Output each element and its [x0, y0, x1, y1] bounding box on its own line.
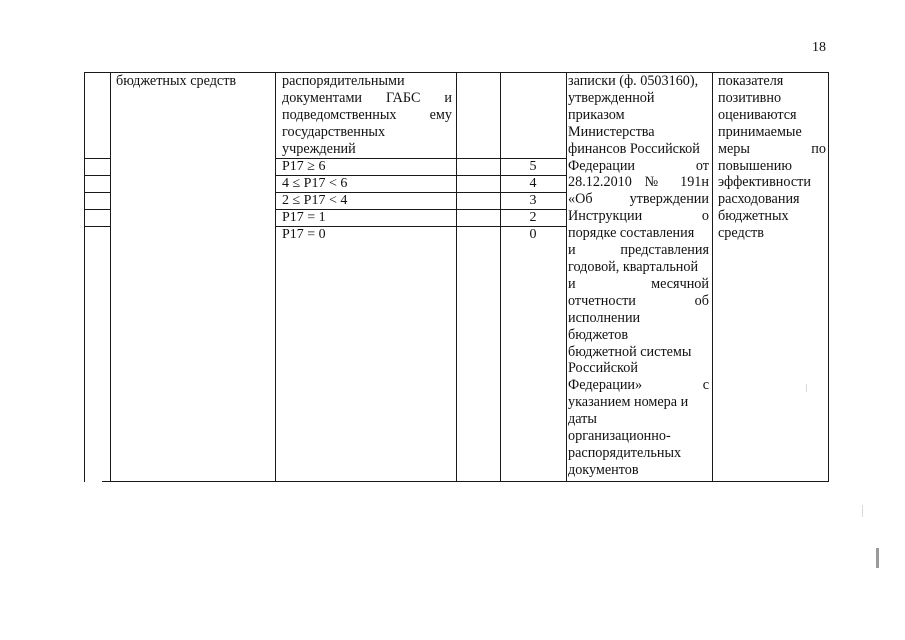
cell-line: Российской	[568, 360, 638, 377]
row-divider	[84, 192, 110, 193]
cell-line: годовой, квартальной	[568, 258, 699, 275]
row-divider	[84, 175, 110, 176]
cell-line: и представления	[568, 242, 709, 259]
column-divider	[456, 72, 457, 482]
cell-line: бюджетных	[718, 208, 789, 225]
cell-line: средств	[718, 225, 764, 242]
table-border-bottom	[102, 481, 829, 482]
scan-mark	[862, 505, 863, 517]
criterion-score: 0	[529, 227, 537, 242]
criterion-condition: 4 ≤ Р17 < 6	[282, 176, 348, 191]
cell-line: расходования	[718, 191, 800, 208]
criterion-condition: Р17 = 0	[282, 227, 326, 242]
cell-line: Инструкции о	[568, 208, 709, 225]
cell-line: записки (ф. 0503160),	[568, 73, 699, 89]
column-divider	[275, 72, 276, 482]
row-divider	[84, 226, 110, 227]
cell-line: государственных	[282, 123, 386, 140]
cell-line: бюджетных средств	[116, 73, 237, 89]
column-divider	[110, 72, 111, 482]
cell-line: приказом	[568, 106, 625, 123]
scan-mark	[876, 548, 879, 568]
criterion-score: 2	[529, 210, 537, 225]
cell-line: бюджетной системы	[568, 343, 692, 360]
cell-line: оцениваются	[718, 106, 797, 123]
row-divider	[84, 158, 110, 159]
cell-line: документами ГАБС и	[282, 89, 452, 106]
criterion-score: 4	[529, 176, 537, 191]
indicator-table	[84, 72, 829, 482]
cell-line: бюджетов	[568, 326, 629, 343]
column-divider	[500, 72, 501, 482]
cell-line: порядке составления	[568, 225, 695, 242]
cell-line: указанием номера и	[568, 394, 689, 411]
cell-line: документов	[568, 461, 639, 478]
source-document-cell	[568, 73, 709, 479]
cell-line: «Об утверждении	[568, 191, 709, 208]
scan-mark	[806, 384, 807, 392]
cell-line: 28.12.2010 № 191н	[568, 174, 709, 191]
criterion-condition: Р17 = 1	[282, 210, 326, 225]
cell-line: распорядительными	[282, 73, 405, 89]
criterion-condition: 2 ≤ Р17 < 4	[282, 193, 348, 208]
criterion-score: 3	[529, 193, 537, 208]
cell-line: Федерации от	[568, 157, 709, 174]
cell-line: распорядительных	[568, 444, 682, 461]
table-border-right	[828, 72, 829, 482]
cell-line: даты	[568, 411, 597, 428]
documents-cell	[282, 73, 452, 158]
cell-line: показателя	[718, 73, 784, 89]
cell-line: повышению	[718, 157, 792, 174]
criterion-condition: Р17 ≥ 6	[282, 159, 326, 174]
budget-funds-cell	[116, 73, 271, 90]
cell-line: принимаемые	[718, 123, 802, 140]
cell-line: позитивно	[718, 89, 782, 106]
cell-line: Федерации» с	[568, 377, 709, 394]
assessment-cell	[718, 73, 826, 242]
column-divider	[566, 72, 567, 482]
table-border-left	[84, 72, 85, 482]
cell-line: исполнении	[568, 309, 641, 326]
page-number: 18	[812, 40, 826, 55]
row-divider	[84, 209, 110, 210]
cell-line: учреждений	[282, 140, 356, 157]
cell-line: Министерства	[568, 123, 655, 140]
cell-line: эффективности	[718, 174, 811, 191]
cell-line: подведомственных ему	[282, 106, 452, 123]
cell-line: организационно-	[568, 428, 671, 445]
cell-line: финансов Российской	[568, 140, 700, 157]
cell-line: отчетности об	[568, 292, 709, 309]
cell-line: утвержденной	[568, 89, 655, 106]
cell-line: и месячной	[568, 275, 709, 292]
cell-line: меры по	[718, 140, 826, 157]
column-divider	[712, 72, 713, 482]
criterion-score: 5	[529, 159, 537, 174]
